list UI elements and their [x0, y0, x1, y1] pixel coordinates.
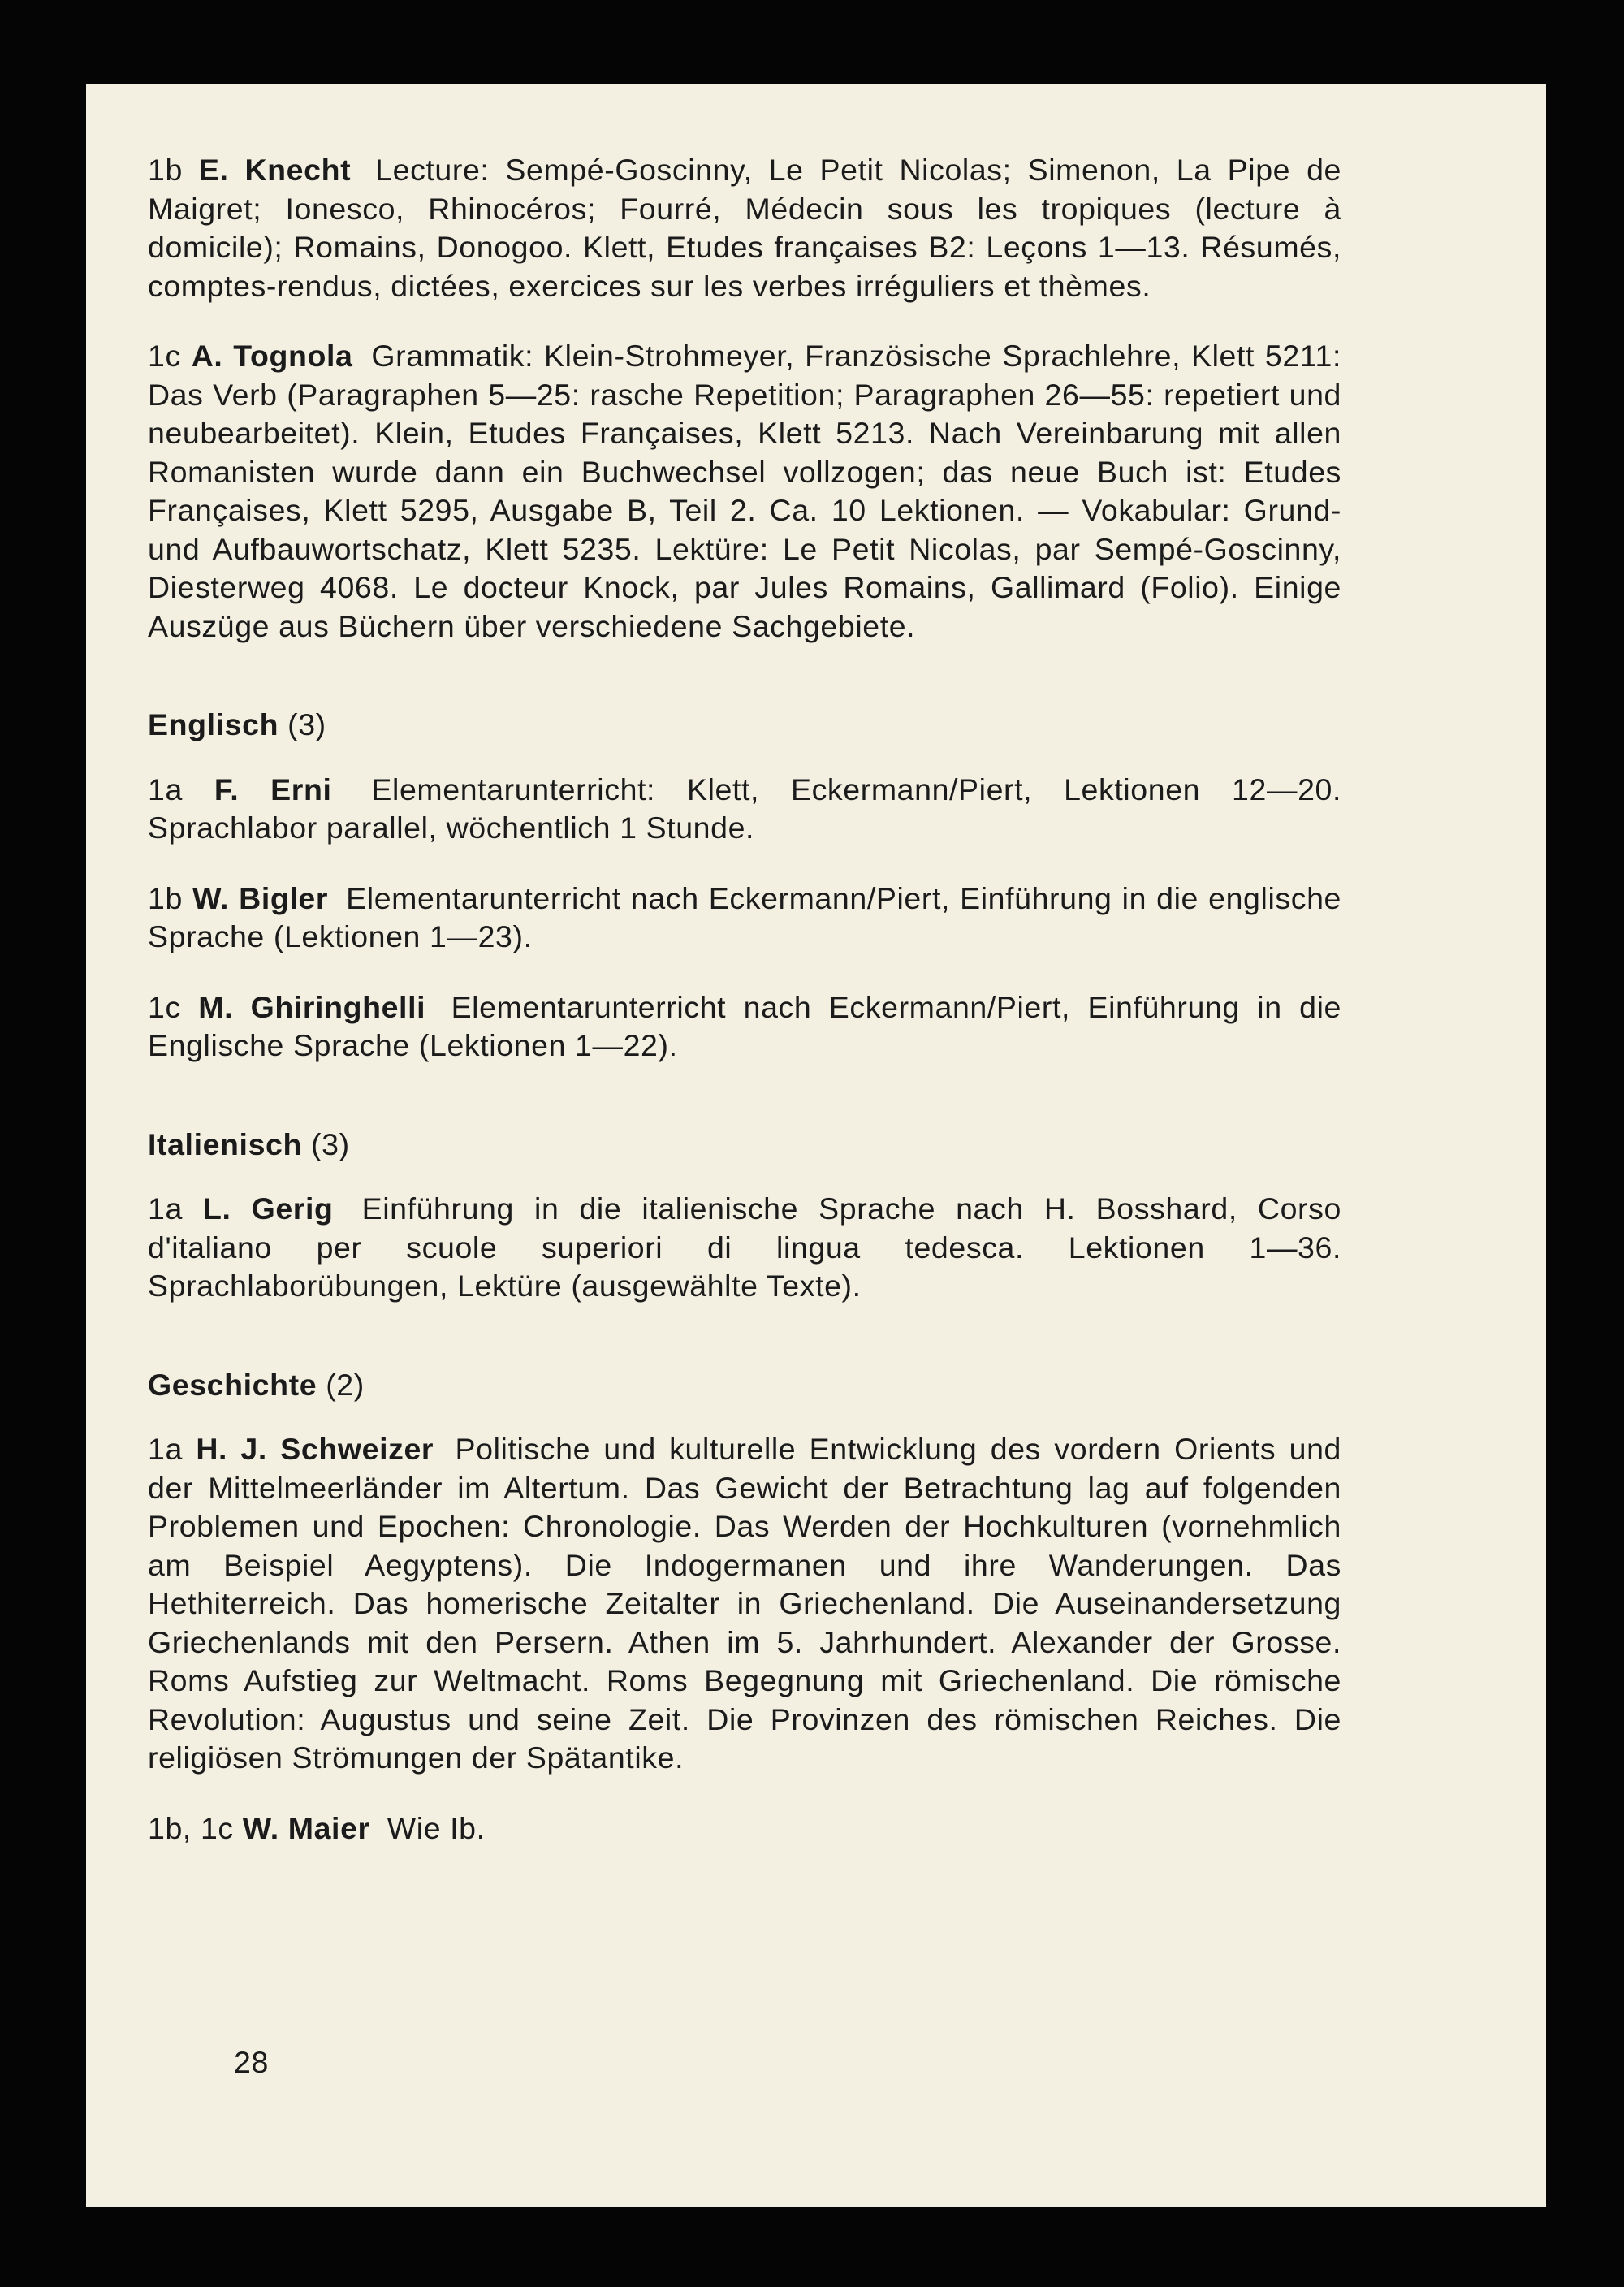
course-description: Einführung in die italienische Sprache nach H. Bosshard, Corso d'italiano per scuole superiori di lingua tedesca. Lektionen 1—36. Sprachlaborübungen, Lektüre (ausgewählte Texte).	[148, 1191, 1341, 1303]
course-entry	[148, 151, 1341, 305]
teacher-name: M. Ghiringhelli	[198, 989, 426, 1024]
teacher-name: H. J. Schweizer	[196, 1432, 434, 1466]
course-entry	[148, 1430, 1341, 1778]
teacher-name: L. Gerig	[202, 1191, 334, 1226]
course-entry	[148, 880, 1341, 957]
teacher-name: A. Tognola	[191, 339, 353, 373]
page-content	[148, 151, 1341, 1879]
course-entry	[148, 1809, 1341, 1848]
subject-heading-history	[148, 1366, 1341, 1405]
teacher-name: F. Erni	[214, 772, 332, 806]
subject-heading-english	[148, 706, 1341, 745]
subject-hours: (2)	[326, 1367, 365, 1402]
class-code: 1b, 1c	[148, 1810, 234, 1845]
course-description: Elementarunterricht nach Eckermann/Piert, Einführung in die englische Sprache (Lektionen 1—23).	[148, 880, 1341, 953]
subject-heading-italian	[148, 1126, 1341, 1165]
class-code: 1a	[148, 772, 183, 806]
course-description: Elementarunterricht: Klett, Eckermann/Piert, Lektionen 12—20. Sprachlabor parallel, wöchentlich 1 Stunde.	[148, 772, 1341, 845]
subject-hours: (3)	[311, 1126, 350, 1161]
course-description: Elementarunterricht nach Eckermann/Piert, Einführung in die Englische Sprache (Lektionen 1—22).	[148, 989, 1341, 1062]
class-code: 1b	[148, 153, 183, 187]
course-description: Wie Ib.	[387, 1810, 486, 1845]
class-code: 1c	[148, 989, 181, 1024]
class-code: 1c	[148, 339, 181, 373]
subject-title: Englisch	[148, 707, 279, 741]
course-description: Lecture: Sempé-Goscinny, Le Petit Nicolas; Simenon, La Pipe de Maigret; Ionesco, Rhinocéros; Fourré, Médecin sous les tropiques (lecture à domicile); Romains, Donogoo. Klett, Etudes françaises B2: Leçons 1—13. Résumés, comptes-rendus, dictées, exercices sur les verbes irréguliers et thèmes.	[148, 153, 1342, 303]
class-code: 1a	[148, 1191, 183, 1226]
subject-hours: (3)	[287, 707, 326, 741]
teacher-name: W. Maier	[242, 1810, 370, 1845]
teacher-name: E. Knecht	[198, 153, 352, 187]
class-code: 1a	[148, 1432, 183, 1466]
course-entry	[148, 337, 1341, 646]
subject-title: Geschichte	[148, 1367, 317, 1402]
subject-title: Italienisch	[148, 1126, 302, 1161]
class-code: 1b	[148, 880, 183, 915]
course-entry	[148, 988, 1341, 1066]
course-description: Grammatik: Klein-Strohmeyer, Französische Sprachlehre, Klett 5211: Das Verb (Paragraphen 5—25: rasche Repetition; Paragraphen 26—55: repetiert und neubearbeitet). Klein, Etudes Françaises, Klett 5213. Nach Vereinbarung mit allen Romanisten wurde dann ein Buchwechsel vollzogen; das neue Buch ist: Etudes Françaises, Klett 5295, Ausgabe B, Teil 2. Ca. 10 Lektionen. — Vokabular: Grund- und Aufbauwortschatz, Klett 5235. Lektüre: Le Petit Nicolas, par Sempé-Goscinny, Diesterweg 4068. Le docteur Knock, par Jules Romains, Gallimard (Folio). Einige Auszüge aus Büchern über verschiedene Sachgebiete.	[148, 339, 1341, 643]
course-entry	[148, 1190, 1341, 1306]
course-description: Politische und kulturelle Entwicklung des vordern Orients und der Mittelmeerländer im Altertum. Das Gewicht der Betrachtung lag auf folgenden Problemen und Epochen: Chronologie. Das Werden der Hochkulturen (vornehmlich am Beispiel Aegyptens). Die Indogermanen und ihre Wanderungen. Das Hethiterreich. Das homerische Zeitalter in Griechenland. Die Auseinandersetzung Griechenlands mit den Persern. Athen im 5. Jahrhundert. Alexander der Grosse. Roms Aufstieg zur Weltmacht. Roms Begegnung mit Griechenland. Die römische Revolution: Augustus und seine Zeit. Die Provinzen des römischen Reiches. Die religiösen Strömungen der Spätantike.	[148, 1432, 1341, 1775]
teacher-name: W. Bigler	[192, 880, 329, 915]
course-entry	[148, 771, 1341, 848]
page-number: 28	[234, 2045, 269, 2079]
